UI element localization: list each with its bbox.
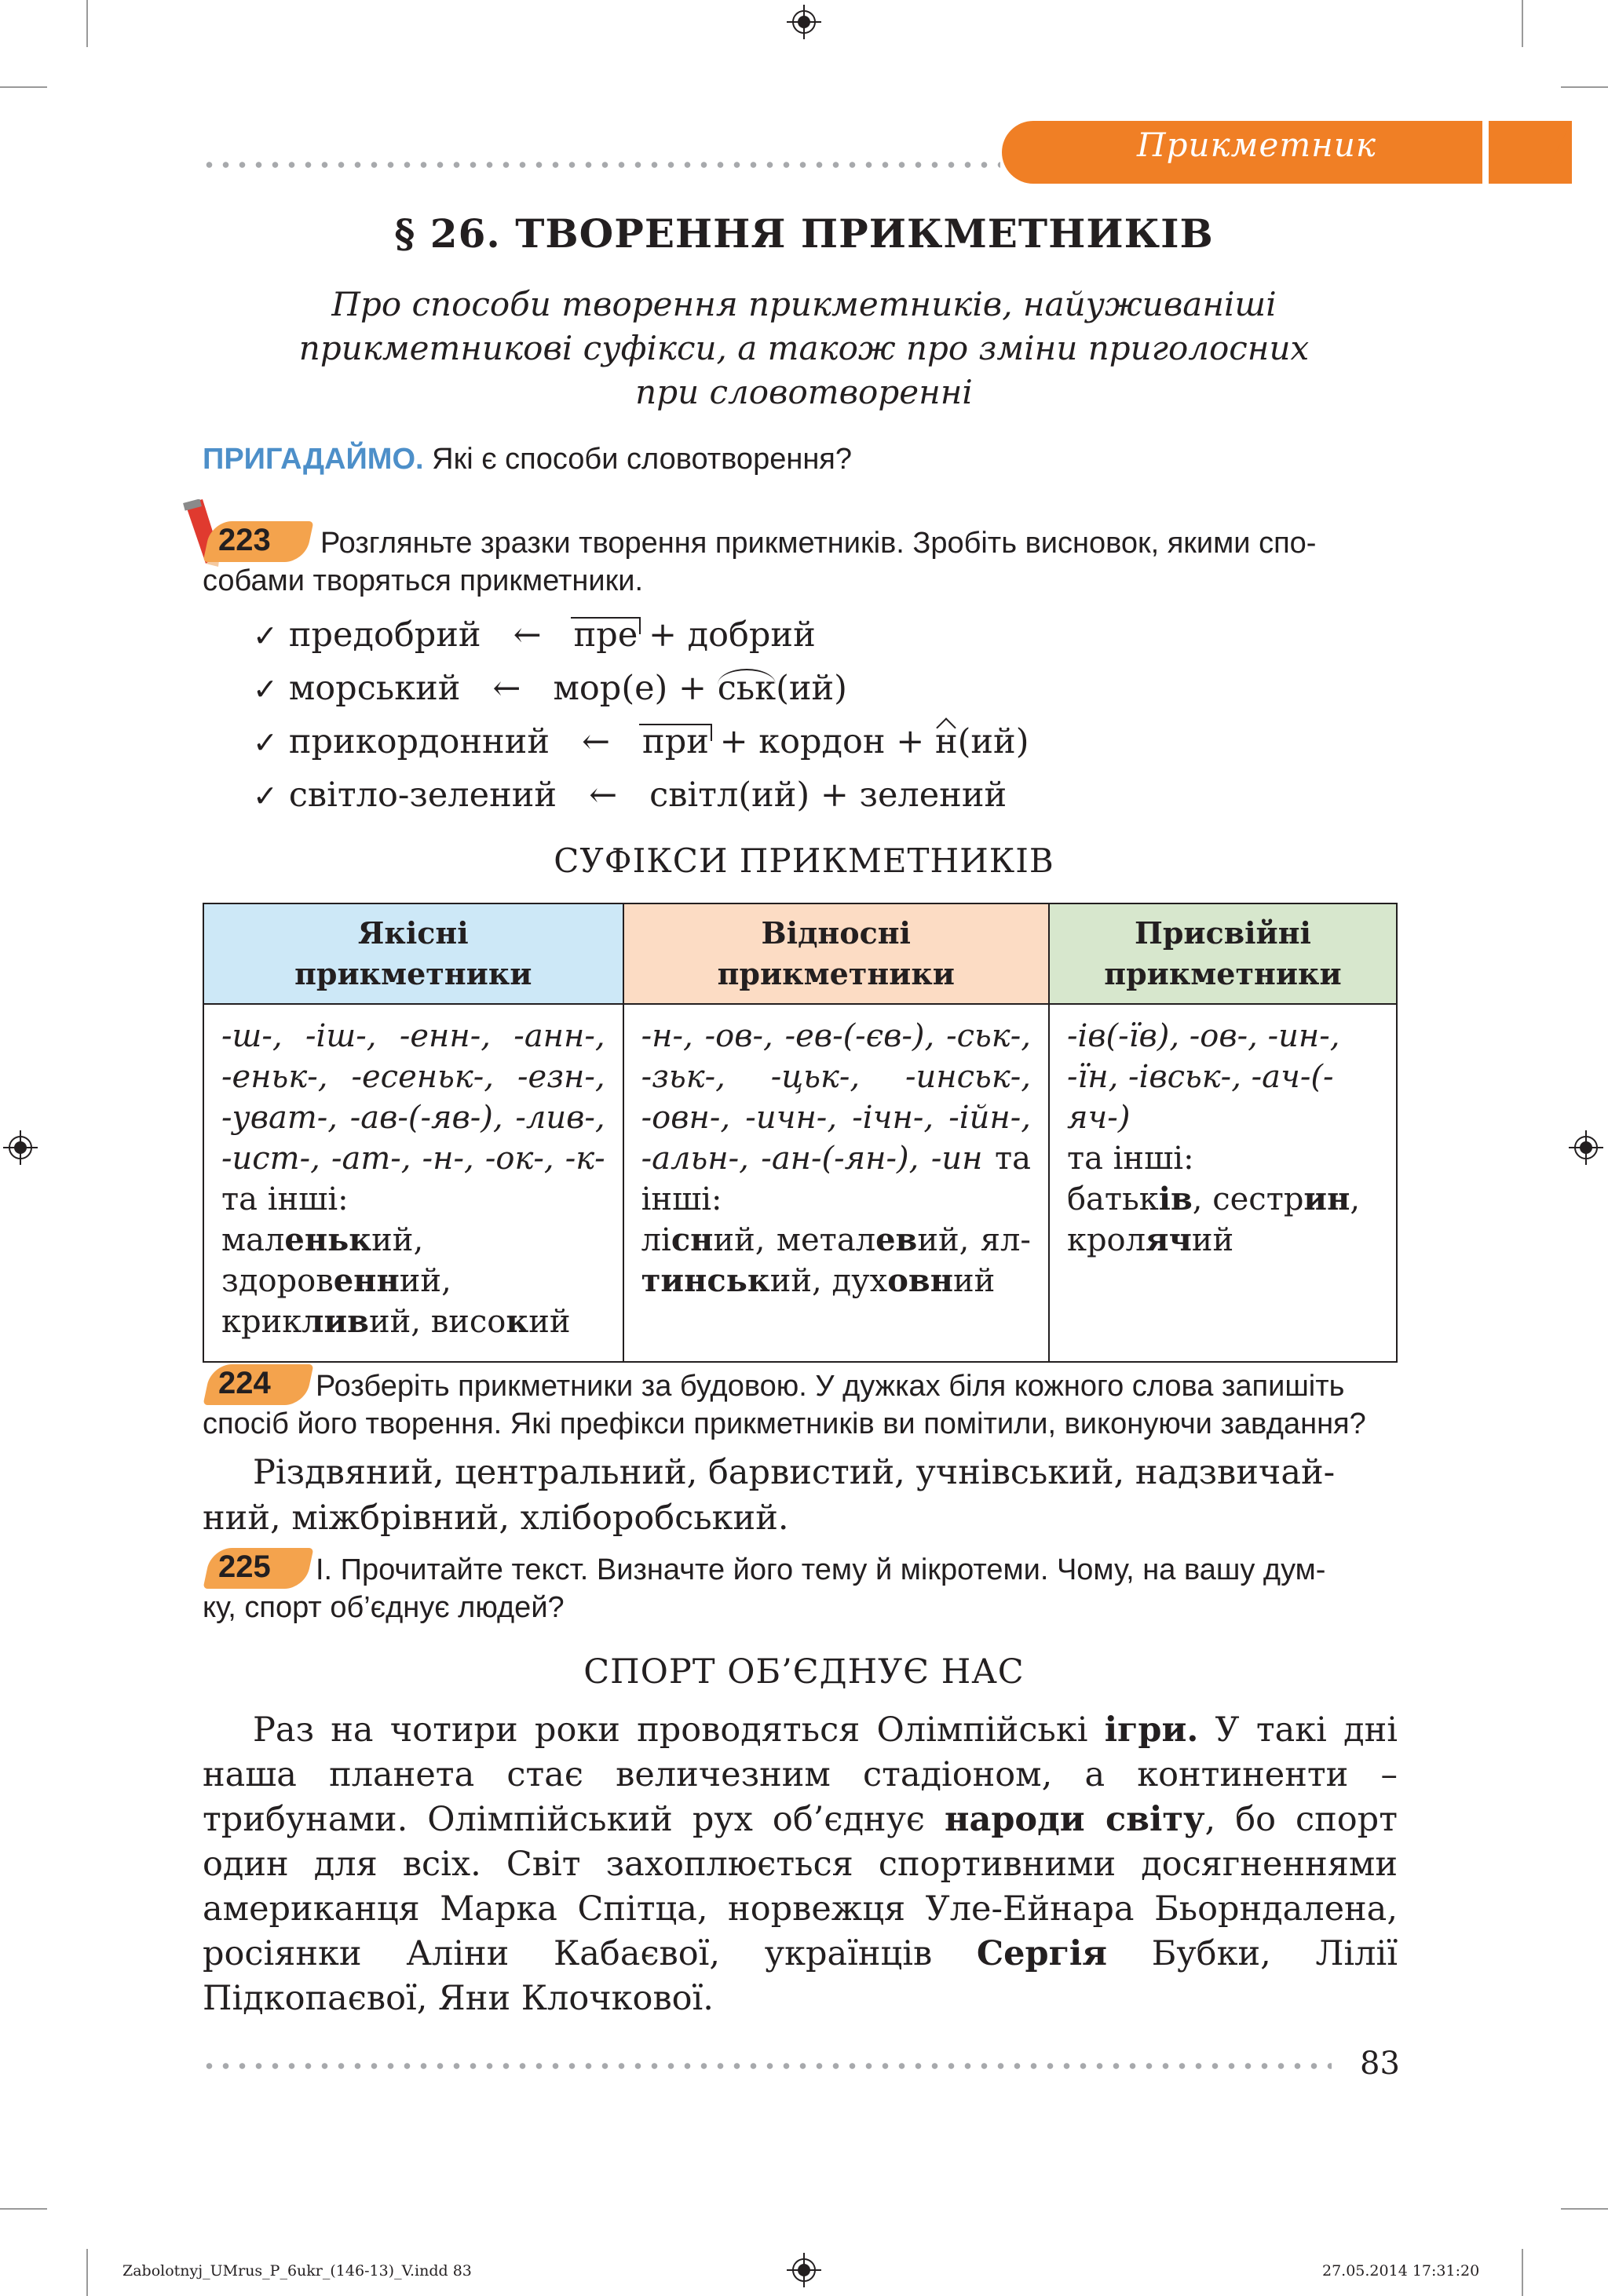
crop-mark [86,2249,88,2296]
remember-label: ПРИГАДАЙМО. [203,443,424,476]
example-word: предобрий [288,615,481,655]
table-row [203,1004,1397,1362]
registration-mark-icon [787,5,821,39]
header-line: Якісні [357,915,469,951]
example-word: морський [288,669,461,708]
example-line [253,669,847,708]
example-text: ий, ял- [917,1222,1031,1258]
header-line: Присвійні [1134,915,1311,951]
intro-line: Про способи творення прикметників, найуживаніші [331,285,1277,323]
prefix-mark: пре [573,615,638,655]
crop-mark [1522,0,1523,47]
example-text: ий, висо [368,1304,506,1340]
example-text: , сестр [1192,1181,1304,1217]
table-cell-possessive [1049,1004,1397,1362]
arrow-left-icon: ← [589,776,618,815]
page-number: 83 [1360,2046,1400,2082]
task-line: Розберіть прикметники за будовою. У дужках біля кожного слова запишіть [316,1370,1345,1403]
footer-dotted-rule [201,2063,1332,2069]
exercise-number: 224 [218,1366,271,1400]
example-text: лі [641,1222,671,1258]
task-line: собами творяться прикметники. [203,564,644,597]
exercise-223-task [320,524,1398,562]
checkmark-icon: ✓ [253,672,278,706]
example-part: (ий) [776,669,847,708]
registration-mark-icon [787,2253,821,2287]
paragraph-bold: народи світу [945,1800,1205,1839]
crop-mark [86,0,88,47]
suffix-table [203,903,1398,1363]
text-title: СПОРТ ОБ’ЄДНУЄ НАС [583,1652,1025,1692]
task-line: Розгляньте зразки творення прикметників. Зробіть висновок, якими спо- [320,527,1317,560]
example-suffix: еньк [284,1221,372,1258]
example-suffix: овн [887,1262,953,1299]
example-part: світл(ий) + зелений [649,776,1007,815]
crop-mark [1561,2208,1608,2210]
and-others: та інші: [1066,1141,1194,1177]
exercise-225-task [316,1551,1325,1589]
example-text: ий [1191,1222,1234,1258]
suffix-mark: н [934,722,958,761]
example-suffix: ин [1303,1181,1350,1217]
example-part: мор(е) + [553,669,718,708]
header-line: прикметники [1104,956,1342,991]
footer-datetime: 27.05.2014 17:31:20 [1322,2262,1480,2280]
registration-mark-icon [1569,1130,1603,1165]
table-cell-relative [623,1004,1049,1362]
example-text: ий [528,1304,571,1340]
example-part: + кордон + [708,722,935,761]
example-suffix: сн [671,1221,714,1258]
arrow-left-icon: ← [582,722,611,761]
words-line: Різдвяний, центральний, барвистий, учнівський, надзвичай- [253,1453,1336,1492]
example-text: ий, крик [221,1263,451,1340]
words-line: ний, міжбрівний, хліборобський. [203,1498,789,1538]
exercise-224-words-cont [203,1496,1398,1541]
arrow-left-icon: ← [492,669,521,708]
checkmark-icon: ✓ [253,619,278,653]
arrow-left-icon: ← [513,615,542,655]
remember-block [203,443,852,476]
example-line [253,615,816,655]
example-suffix: яч [1146,1221,1192,1258]
section-tab-label: Прикметник [1137,126,1376,164]
crop-mark [0,2208,47,2210]
suffix-list: -н-, -ов-, -ев-(-єв-), -ськ-, -зьк-, -цьк-, -инськ-, -овн-, -ичн-, -ічн-, -ійн-, -альн-, -ан-(-ян-), -ин [641,1018,1031,1177]
intro-line: прикметникові суфікси, а також про зміни приголосних [298,329,1310,367]
table-header-possessive [1049,903,1397,1004]
table-header-relative [623,903,1049,1004]
example-part: + добрий [638,615,816,655]
suffix-list: -ш-, -іш-, -енн-, -анн-, -еньк-, -есеньк-, -езн-, -уват-, -ав-(-яв-), -лив-, -ист-, -ат-, -н-, -ок-, -к- [221,1018,605,1177]
paragraph-bold: Сергія [976,1934,1108,1973]
exercise-224-task-cont [203,1405,1366,1443]
table-title: СУФІКСИ ПРИКМЕТНИКІВ [554,841,1054,880]
and-others: та інші: [221,1181,349,1217]
checkmark-icon: ✓ [253,779,278,813]
exercise-224-task [316,1367,1344,1405]
example-line [253,722,1029,761]
suffix-mark: ськ [717,669,777,708]
section-tab-notch [1482,121,1489,184]
example-suffix: ів [1158,1181,1193,1217]
example-suffix: енн [333,1262,400,1299]
sport-paragraph [203,1708,1398,2021]
table-header-row [203,903,1397,1004]
task-line: І. Прочитайте текст. Визначте його тему й мікротеми. Чому, на вашу дум- [316,1553,1326,1586]
page-title: § 26. ТВОРЕННЯ ПРИКМЕТНИКІВ [394,210,1214,257]
example-suffix: к [506,1303,529,1340]
example-text: ий [952,1263,996,1299]
example-text: крол [1066,1222,1146,1258]
and-others: та інші: [641,1141,1031,1217]
intro-line: при словотворенні [635,373,973,411]
header-line: прикметники [717,956,955,991]
example-word: прикордонний [288,722,550,761]
header-line: Відносні [761,915,911,951]
example-text: ий, метал [713,1222,876,1258]
task-line: спосіб його творення. Які префікси прикметників ви помітили, виконуючи завдання? [203,1407,1366,1440]
footer-file-info: Zabolotnyj_UMrus_P_6ukr_(146-13)_V.indd 83 [122,2262,472,2280]
crop-mark [1522,2249,1523,2296]
checkmark-icon: ✓ [253,725,278,760]
paragraph-bold: ігри. [1104,1710,1199,1750]
paragraph-text: Раз на чотири роки проводяться Олімпійські [253,1710,1105,1750]
remember-question: Які є способи словотворення? [432,443,853,476]
example-text: ий, здоров [221,1222,424,1299]
exercise-number: 223 [218,523,271,557]
example-line [253,776,1007,815]
exercise-225-task-cont [203,1589,565,1626]
header-dotted-rule [201,162,1000,168]
example-suffix: ев [875,1221,918,1258]
example-text: ий, дух [769,1263,888,1299]
example-suffix: тинськ [641,1262,770,1299]
exercise-224-words [253,1451,1398,1495]
registration-mark-icon [3,1130,38,1165]
example-text: батьк [1066,1181,1159,1217]
paragraph-text: Бубки, Лілії Підкопаєвої, Яни Клочкової. [203,1934,1398,2018]
crop-mark [1561,86,1608,88]
suffix-list: -ів(-їв), -ов-, -ин-, -їн, -івськ-, -ач-(-яч-) [1066,1018,1340,1136]
example-text: , [1350,1181,1361,1217]
exercise-223-task-cont [203,562,643,600]
header-line: прикметники [294,956,532,991]
task-line: ку, спорт об’єднує людей? [203,1591,565,1624]
crop-mark [0,86,47,88]
example-part: (ий) [957,722,1029,761]
exercise-number: 225 [218,1550,271,1584]
example-word: світло-зелений [288,776,557,815]
example-text: мал [221,1222,285,1258]
paragraph-text: У такі дні наша планета стає величезним стадіоном, а континенти – трибунами. Олімпійський рух об’єднує [203,1710,1398,1839]
example-suffix: лив [302,1303,369,1340]
table-header-qualitative [203,903,623,1004]
table-cell-qualitative [203,1004,623,1362]
prefix-mark: при [642,722,709,761]
paragraph-text: , бо спорт один для всіх. Світ захоплюється спортивними досягненнями американця Марка Спітца, норвежця Уле-Ейнара Бьорндалена, росіянки Аліни Кабаєвої, українців [203,1800,1398,1973]
intro-text [236,283,1372,414]
